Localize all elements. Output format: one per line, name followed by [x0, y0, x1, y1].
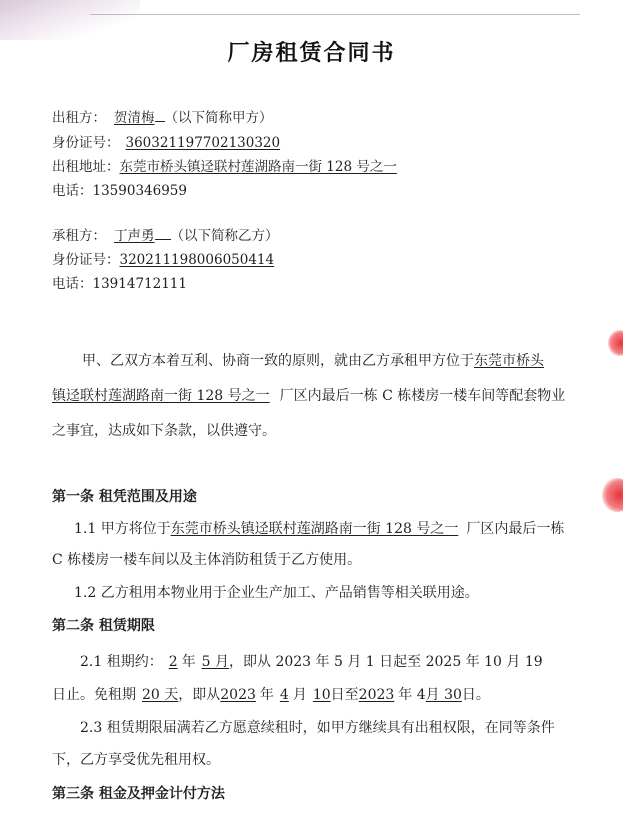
free-start-month: 4	[279, 687, 289, 703]
lessor-name-line	[52, 106, 273, 126]
free-period-days: 20 天	[142, 687, 179, 703]
article1-clause-1-2: 1.2 乙方租用本物业用于企业生产加工、产品销售等相关联用途。	[74, 585, 479, 601]
free-start-year-unit: 年	[259, 687, 274, 703]
article2-clause-2-1-line2	[52, 684, 582, 704]
document-title: 厂房租赁合同书	[227, 40, 396, 66]
lessee-name-label: 承租方：	[52, 228, 106, 244]
free-to-label: 日至	[330, 687, 359, 703]
article2-clause-2-3: 2.3 租赁期限届满若乙方愿意续租时，如甲方继续具有出租权限，在同等条件	[80, 720, 555, 736]
free-end-day: 月 30	[425, 687, 462, 703]
lessor-phone-line	[52, 179, 187, 199]
free-period-prefix: 日止。免租期	[52, 687, 136, 703]
lessor-address-value: 东莞市桥头镇迳联村莲湖路南一街 128 号之一	[119, 159, 397, 175]
lessee-id-label: 身份证号：	[52, 252, 120, 268]
lease-months: 5 月	[201, 654, 229, 670]
lessor-id-value: 360321197702130320	[125, 135, 281, 151]
article2-heading: 第二条 租赁期限	[52, 618, 155, 634]
intro-line1-address: 东莞市桥头	[474, 353, 544, 369]
free-start-day: 10	[312, 687, 331, 703]
page-edge-shadow	[0, 0, 140, 40]
lessor-name-label: 出租方：	[52, 110, 106, 126]
clause-2-1-label: 2.1 租期约：	[80, 654, 163, 670]
lessor-phone-label: 电话：	[52, 183, 93, 199]
article1-clause-1-1	[74, 518, 604, 538]
intro-line2-address: 镇迳联村莲湖路南一街 128 号之一	[52, 388, 270, 404]
lessor-phone-value: 13590346959	[92, 183, 187, 199]
free-end-year-unit: 年 4	[398, 687, 426, 703]
intro-line-3: 之事宜，达成如下条款，以供遵守。	[52, 423, 276, 439]
lessee-id-value: 320211198006050414	[119, 252, 275, 268]
clause-1-1-prefix: 1.1 甲方将位于	[74, 521, 171, 537]
lessee-name-line	[52, 224, 279, 244]
free-end-year: 2023	[358, 687, 395, 703]
lessor-id-label: 身份证号：	[52, 135, 120, 151]
lease-years-unit: 年	[181, 654, 196, 670]
lessee-id-line	[52, 248, 274, 268]
lessor-address-label: 出租地址：	[52, 159, 120, 175]
top-rule	[90, 14, 580, 15]
lessee-name-value: 丁声勇	[114, 228, 155, 244]
clause-1-1-address: 东莞市桥头镇迳联村莲湖路南一街 128 号之一	[170, 521, 459, 537]
seal-fragment-mark	[602, 478, 623, 512]
lessee-phone-line	[52, 272, 187, 292]
article3-heading: 第三条 租金及押金计付方法	[52, 786, 225, 802]
free-start-month-unit: 月	[292, 687, 307, 703]
intro-line-1	[82, 350, 582, 370]
lessor-name-value: 贺清梅	[114, 110, 155, 126]
intro-line1-prefix: 甲、乙双方本着互利、协商一致的原则，就由乙方承租甲方位于	[82, 353, 474, 369]
article1-clause-1-1-line2: C 栋楼房一楼车间以及主体消防租赁于乙方使用。	[52, 552, 362, 568]
free-start-year: 2023	[220, 687, 256, 703]
lease-years: 2	[168, 654, 178, 670]
lessor-id-line	[52, 131, 280, 151]
lessor-address-line	[52, 155, 397, 175]
article1-heading: 第一条 租凭范围及用途	[52, 489, 197, 505]
lessor-name-suffix: （以下简称甲方）	[164, 110, 273, 126]
lessee-phone-label: 电话：	[52, 276, 93, 292]
article2-clause-2-3-line2: 下，乙方享受优先租用权。	[52, 752, 220, 768]
intro-line-2	[52, 385, 582, 405]
article2-clause-2-1	[80, 651, 610, 671]
clause-1-1-suffix: 厂区内最后一栋	[466, 521, 565, 537]
lessee-phone-value: 13914712111	[92, 276, 187, 292]
clause-2-1-rest: ，即从 2023 年 5 月 1 日起至 2025 年 10 月 19	[229, 654, 543, 670]
seal-fragment-mark	[608, 330, 623, 356]
free-from-label: ，即从	[178, 687, 221, 703]
free-end-suffix: 日。	[461, 687, 490, 703]
intro-line2-suffix: 厂区内最后一栋 C 栋楼房一楼车间等配套物业	[279, 388, 566, 404]
lessee-name-suffix: （以下简称乙方）	[170, 228, 279, 244]
